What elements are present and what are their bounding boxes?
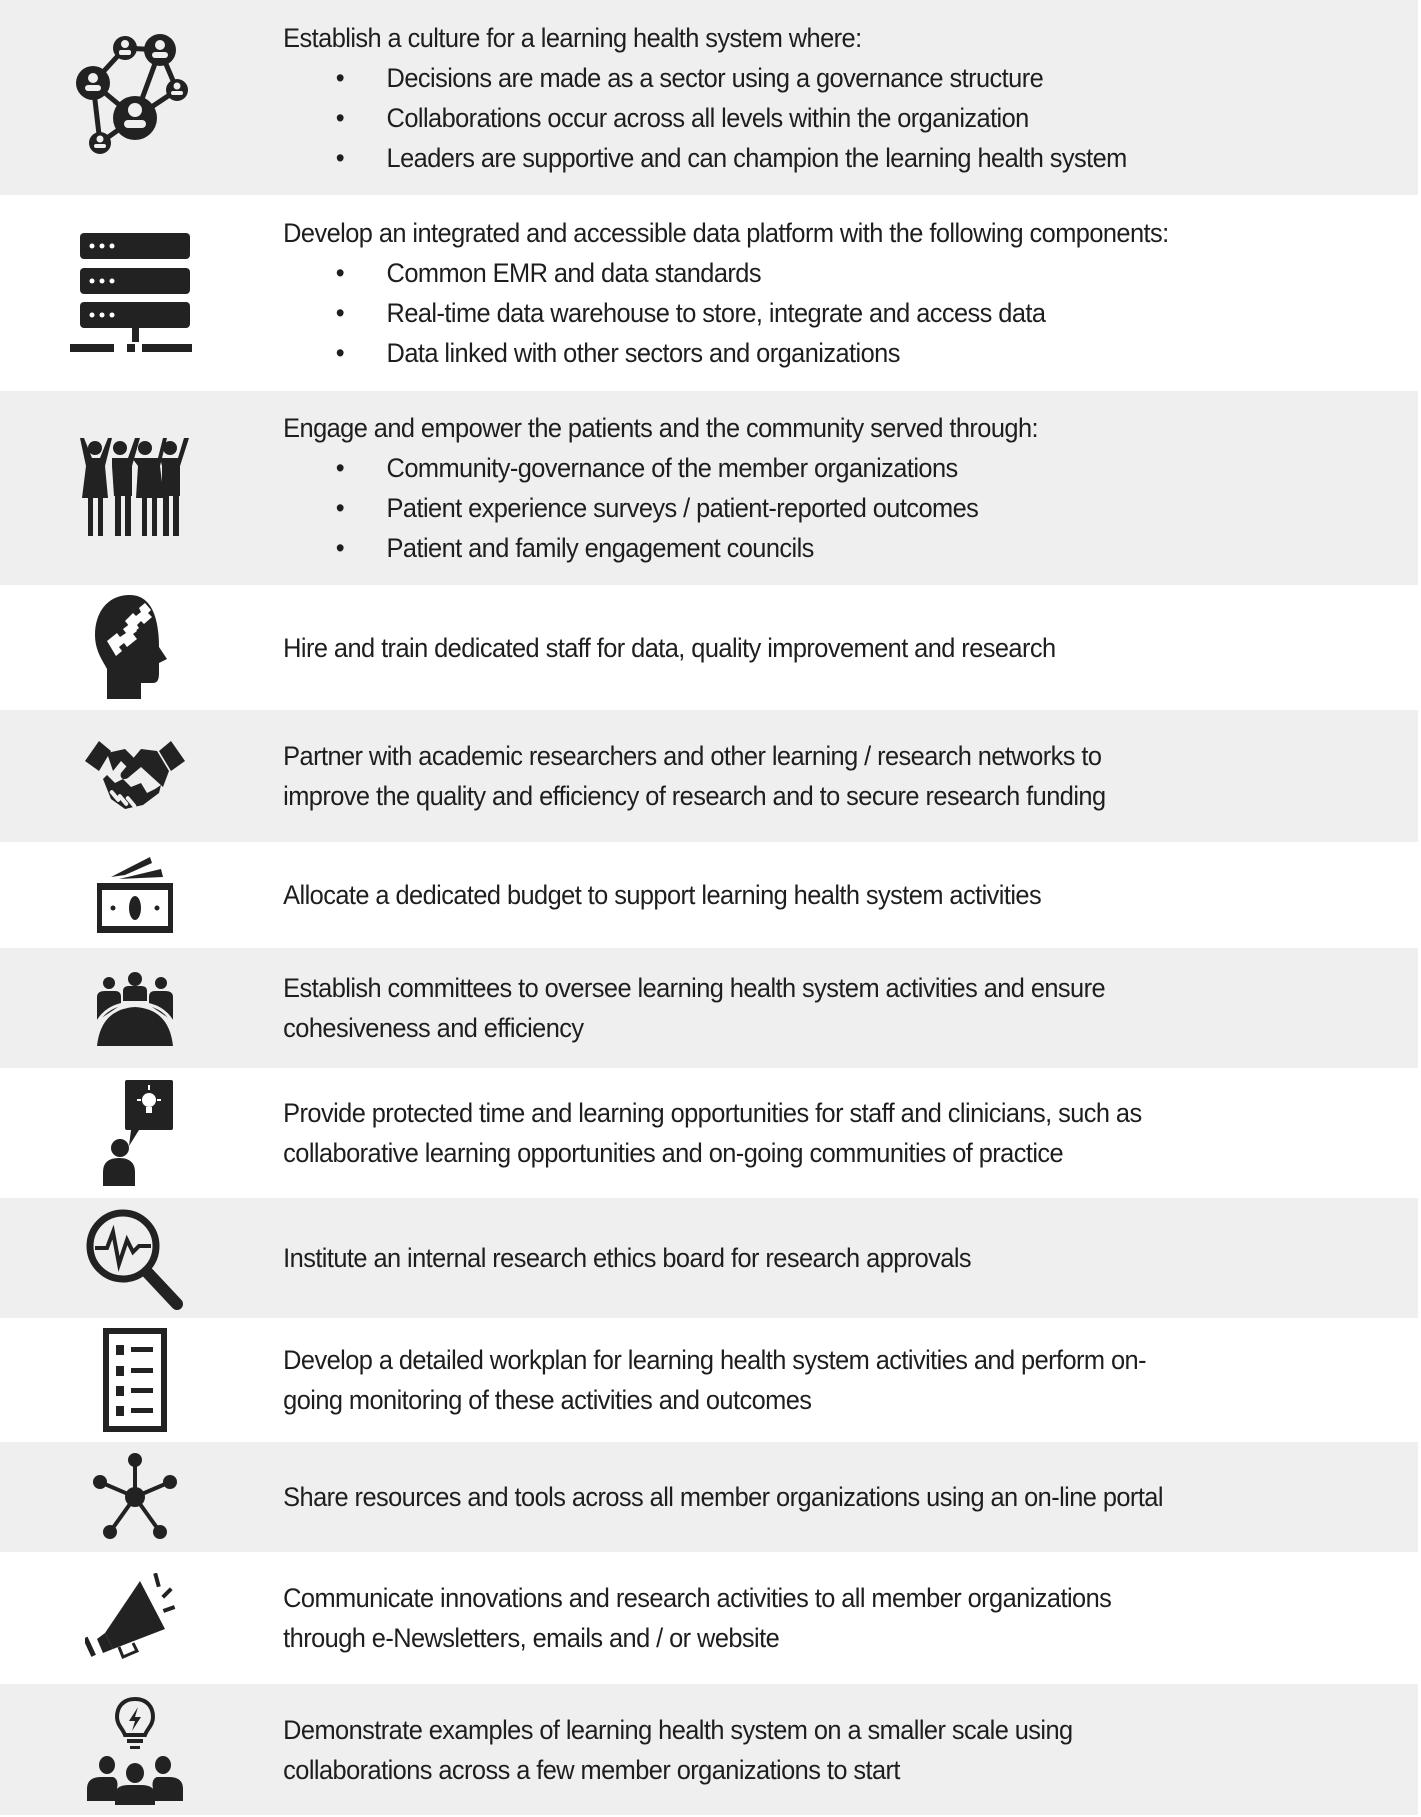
bullet: • [335,453,345,483]
row-text [270,875,1349,915]
row-line: collaborative learning opportunities and on-going communities of practice [283,1138,1064,1168]
row-line: Provide protected time and learning opportunities for staff and clinicians, such as [283,1098,1142,1128]
row-text [270,408,1349,568]
row-line: Institute an internal research ethics board for research approvals [283,1243,972,1273]
bullet-text: Leaders are supportive and can champion the learning health system [386,142,1127,173]
row-lead: Develop an integrated and accessible data platform with the following components: [283,218,1169,248]
row-text [270,1238,1349,1278]
list-item [283,98,1349,138]
row-lead: Engage and empower the patients and the community served through: [283,413,1039,443]
bullet-text: Data linked with other sectors and organizations [386,338,900,368]
server-database-icon [0,195,270,391]
table-row [0,1318,1418,1442]
list-item [283,333,1349,373]
list-item [283,293,1349,333]
table-row [0,1068,1418,1198]
list-item [283,58,1349,98]
bullet-list [283,253,1349,373]
row-text [270,1578,1349,1658]
row-text [270,736,1349,816]
row-text [270,628,1349,668]
bullet-list [283,58,1349,178]
row-line: through e-Newsletters, emails and / or website [283,1623,780,1653]
table-row [0,842,1418,948]
row-line: Allocate a dedicated budget to support learning health system activities [283,880,1042,910]
row-text [270,1710,1349,1790]
row-text [270,18,1349,178]
bullet-text: Community-governance of the member organizations [386,453,958,483]
row-text [270,213,1349,373]
hub-share-icon [0,1442,270,1552]
row-text [270,1340,1349,1420]
head-puzzle-icon [0,585,270,710]
money-budget-icon [0,842,270,948]
bullet: • [335,62,345,93]
bullet-text: Patient and family engagement councils [386,533,814,563]
bullet-text: Real-time data warehouse to store, integrate and access data [386,298,1046,328]
list-item [283,138,1349,178]
row-text [270,968,1349,1048]
handshake-icon [0,710,270,842]
bullet-list [283,448,1349,568]
bullet: • [335,533,345,563]
committee-table-icon [0,948,270,1068]
table-row [0,585,1418,710]
magnifier-pulse-icon [0,1198,270,1318]
row-line: Develop a detailed workplan for learning health system activities and perform on- [283,1345,1146,1375]
list-item [283,253,1349,293]
bullet: • [335,338,345,368]
row-line: Hire and train dedicated staff for data, quality improvement and research [283,632,1056,663]
table-row [0,1552,1418,1684]
bullet: • [335,298,345,328]
row-line: cohesiveness and efficiency [283,1013,584,1043]
bullet: • [335,258,345,288]
row-line: Share resources and tools across all member organizations using an on-line portal [283,1482,1163,1512]
row-line: Partner with academic researchers and other learning / research networks to [283,741,1102,771]
checklist-icon [0,1318,270,1442]
list-item [283,528,1349,568]
bullet-text: Collaborations occur across all levels within the organization [386,102,1029,133]
bullet-text: Decisions are made as a sector using a governance structure [386,62,1044,93]
row-text [270,1477,1349,1517]
megaphone-icon [0,1552,270,1684]
table-row [0,195,1418,391]
bullet-text: Common EMR and data standards [386,258,761,288]
bullet-text: Patient experience surveys / patient-reported outcomes [386,493,979,523]
bullet: • [335,102,345,133]
table-row [0,1442,1418,1552]
row-line: Communicate innovations and research activities to all member organizations [283,1583,1112,1613]
bullet: • [335,493,345,523]
table-row [0,1684,1418,1815]
row-line: Establish committees to oversee learning health system activities and ensure [283,973,1106,1003]
table-row [0,391,1418,585]
table-row [0,710,1418,842]
row-line: Demonstrate examples of learning health system on a smaller scale using [283,1714,1073,1745]
row-lead: Establish a culture for a learning health system where: [283,22,862,53]
community-people-icon [0,391,270,585]
table-row [0,0,1418,195]
network-people-icon [0,0,270,195]
list-item [283,488,1349,528]
row-line: collaborations across a few member organizations to start [283,1754,900,1785]
row-line: improve the quality and efficiency of research and to secure research funding [283,781,1106,811]
table-row [0,1198,1418,1318]
person-idea-bubble-icon [0,1068,270,1198]
group-lightbulb-icon [0,1684,270,1815]
table-row [0,948,1418,1068]
row-line: going monitoring of these activities and outcomes [283,1385,812,1415]
bullet: • [335,142,345,173]
row-text [270,1093,1349,1173]
list-item [283,448,1349,488]
